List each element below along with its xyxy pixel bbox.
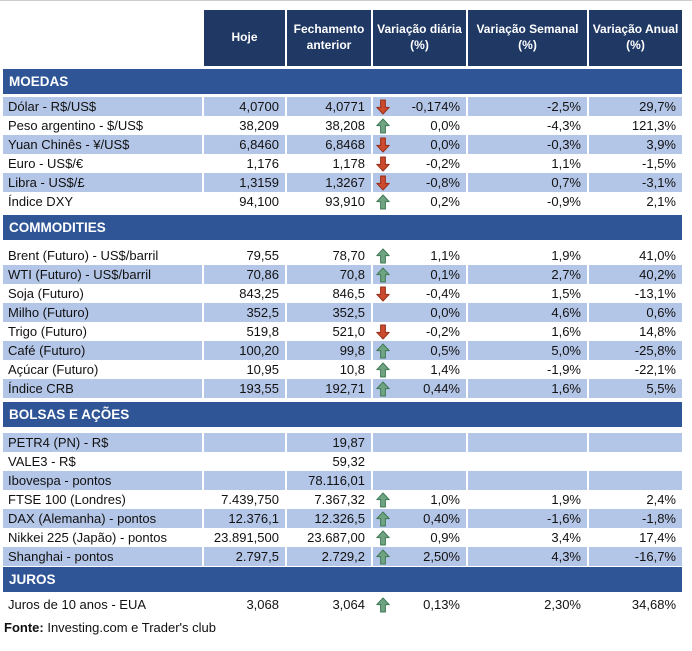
source-line <box>4 620 692 635</box>
cell-variacao-semanal: 1,9% <box>466 490 587 509</box>
variacao-diaria-value: -0,2% <box>426 156 460 171</box>
cell-variacao-semanal: 0,7% <box>466 173 587 192</box>
cell-variacao-anual: -1,5% <box>587 154 682 173</box>
cell-variacao-semanal: 2,30% <box>466 595 587 614</box>
table-row-shanghai-pontos <box>3 547 682 566</box>
down-arrow-icon <box>376 156 390 172</box>
variacao-diaria-value: 0,0% <box>430 137 460 152</box>
row-label: PETR4 (PN) - R$ <box>3 433 202 452</box>
variacao-diaria-value: 0,9% <box>430 530 460 545</box>
cell-variacao-anual: 121,3% <box>587 116 682 135</box>
cell-variacao-diaria <box>371 595 466 614</box>
cell-fechamento-anterior: 4,0771 <box>285 97 371 116</box>
cell-variacao-semanal: 1,1% <box>466 154 587 173</box>
cell-hoje: 10,95 <box>202 360 285 379</box>
up-arrow-icon <box>376 343 390 359</box>
cell-fechamento-anterior: 7.367,32 <box>285 490 371 509</box>
down-arrow-icon <box>376 175 390 191</box>
cell-variacao-semanal <box>466 471 587 490</box>
cell-hoje: 1,3159 <box>202 173 285 192</box>
table-row-juros-de-10-anos-eua <box>3 595 682 614</box>
cell-fechamento-anterior: 59,32 <box>285 452 371 471</box>
row-label: Índice DXY <box>8 194 74 209</box>
cell-variacao-semanal: -0,9% <box>466 192 587 211</box>
cell-fechamento-anterior: 19,87 <box>285 433 371 452</box>
cell-hoje: 843,25 <box>202 284 285 303</box>
row-label: DAX (Alemanha) - pontos <box>3 509 202 528</box>
cell-fechamento-anterior: 78.116,01 <box>285 471 371 490</box>
cell-variacao-semanal: 1,6% <box>466 379 587 398</box>
cell-variacao-semanal: 1,9% <box>466 246 587 265</box>
cell-fechamento-anterior: 6,8468 <box>285 135 371 154</box>
down-arrow-icon <box>376 324 390 340</box>
cell-variacao-anual: 40,2% <box>587 265 682 284</box>
cell-variacao-diaria <box>371 116 466 135</box>
cell-variacao-semanal: 2,7% <box>466 265 587 284</box>
cell-variacao-semanal: -2,5% <box>466 97 587 116</box>
header-spacer-cell <box>3 10 202 66</box>
up-arrow-icon <box>376 381 390 397</box>
up-arrow-icon <box>376 362 390 378</box>
cell-variacao-anual: 2,1% <box>587 192 682 211</box>
cell-variacao-diaria <box>371 192 466 211</box>
cell-variacao-anual: 3,9% <box>587 135 682 154</box>
cell-variacao-anual: -3,1% <box>587 173 682 192</box>
cell-variacao-anual: -13,1% <box>587 284 682 303</box>
cell-variacao-semanal: -1,6% <box>466 509 587 528</box>
cell-variacao-diaria <box>371 471 466 490</box>
cell-fechamento-anterior: 521,0 <box>285 322 371 341</box>
cell-hoje <box>202 433 285 452</box>
cell-fechamento-anterior: 2.729,2 <box>285 547 371 566</box>
table-body <box>3 69 682 614</box>
variacao-diaria-value: 1,1% <box>430 248 460 263</box>
row-label: Café (Futuro) <box>3 341 202 360</box>
cell-variacao-semanal: -4,3% <box>466 116 587 135</box>
cell-variacao-anual: 2,4% <box>587 490 682 509</box>
cell-variacao-semanal: 1,5% <box>466 284 587 303</box>
row-label: Dólar - R$/US$ <box>3 97 202 116</box>
up-arrow-icon <box>376 492 390 508</box>
table-row-peso-argentino-us <box>3 116 682 135</box>
row-label: Soja (Futuro) <box>8 286 84 301</box>
row-label: Ibovespa - pontos <box>3 471 202 490</box>
cell-variacao-anual: 17,4% <box>587 528 682 547</box>
table-row-i-ndice-crb <box>3 379 682 398</box>
table-row-wti-futuro-us-barril <box>3 265 682 284</box>
cell-fechamento-anterior: 12.326,5 <box>285 509 371 528</box>
down-arrow-icon <box>376 286 390 302</box>
source-text: Investing.com e Trader's club <box>43 620 217 635</box>
table-row-yuan-chine-s-us <box>3 135 682 154</box>
cell-variacao-diaria <box>371 490 466 509</box>
row-label: Shanghai - pontos <box>3 547 202 566</box>
cell-variacao-anual: 41,0% <box>587 246 682 265</box>
column-header-fechamento: Fechamento anterior <box>285 10 371 66</box>
cell-variacao-semanal: 4,6% <box>466 303 587 322</box>
up-arrow-icon <box>376 511 390 527</box>
row-label: VALE3 - R$ <box>8 454 76 469</box>
cell-variacao-semanal <box>466 452 587 471</box>
cell-variacao-diaria <box>371 528 466 547</box>
cell-hoje: 1,176 <box>202 154 285 173</box>
section-header-bolsas-e-ac-o-es: BOLSAS E AÇÕES <box>3 402 682 427</box>
cell-hoje: 2.797,5 <box>202 547 285 566</box>
variacao-diaria-value: 0,0% <box>430 305 460 320</box>
variacao-diaria-value: 0,1% <box>430 267 460 282</box>
down-arrow-icon <box>376 137 390 153</box>
cell-hoje: 519,8 <box>202 322 285 341</box>
cell-variacao-diaria <box>371 135 466 154</box>
cell-fechamento-anterior: 38,208 <box>285 116 371 135</box>
row-label: Índice CRB <box>3 379 202 398</box>
cell-variacao-diaria <box>371 433 466 452</box>
cell-variacao-diaria <box>371 173 466 192</box>
cell-fechamento-anterior: 192,71 <box>285 379 371 398</box>
cell-hoje <box>202 452 285 471</box>
cell-variacao-diaria <box>371 246 466 265</box>
column-header-variacao-semanal: Variação Semanal (%) <box>466 10 587 66</box>
cell-variacao-diaria <box>371 97 466 116</box>
cell-hoje <box>202 471 285 490</box>
cell-variacao-anual <box>587 471 682 490</box>
cell-fechamento-anterior: 352,5 <box>285 303 371 322</box>
cell-fechamento-anterior: 3,064 <box>285 595 371 614</box>
cell-hoje: 23.891,500 <box>202 528 285 547</box>
row-label: Juros de 10 anos - EUA <box>8 597 147 612</box>
column-header-variacao-diaria: Variação diária (%) <box>371 10 466 66</box>
cell-variacao-diaria <box>371 303 466 322</box>
cell-hoje: 79,55 <box>202 246 285 265</box>
cell-variacao-anual: 5,5% <box>587 379 682 398</box>
cell-variacao-diaria <box>371 379 466 398</box>
row-label: Brent (Futuro) - US$/barril <box>8 248 159 263</box>
section-header-commodities: COMMODITIES <box>3 215 682 240</box>
cell-variacao-diaria <box>371 154 466 173</box>
cell-hoje: 3,068 <box>202 595 285 614</box>
table-row-ibovespa-pontos <box>3 471 682 490</box>
section-header-moedas: MOEDAS <box>3 69 682 94</box>
cell-variacao-semanal: 3,4% <box>466 528 587 547</box>
row-label: Peso argentino - $/US$ <box>8 118 144 133</box>
row-label: Nikkei 225 (Japão) - pontos <box>8 530 167 545</box>
cell-hoje: 100,20 <box>202 341 285 360</box>
table-row-dax-alemanha-pontos <box>3 509 682 528</box>
up-arrow-icon <box>376 597 390 613</box>
table-row-libra-us <box>3 173 682 192</box>
variacao-diaria-value: -0,2% <box>426 324 460 339</box>
cell-variacao-anual: -22,1% <box>587 360 682 379</box>
table-row-brent-futuro-us-barril <box>3 246 682 265</box>
table-row-cafe-futuro <box>3 341 682 360</box>
cell-variacao-anual: -16,7% <box>587 547 682 566</box>
up-arrow-icon <box>376 549 390 565</box>
cell-variacao-diaria <box>371 284 466 303</box>
row-label: Euro - US$/€ <box>8 156 84 171</box>
variacao-diaria-value: 0,0% <box>430 118 460 133</box>
cell-fechamento-anterior: 99,8 <box>285 341 371 360</box>
cell-variacao-anual: 34,68% <box>587 595 682 614</box>
table-row-soja-futuro <box>3 284 682 303</box>
cell-fechamento-anterior: 70,8 <box>285 265 371 284</box>
cell-hoje: 4,0700 <box>202 97 285 116</box>
cell-variacao-diaria <box>371 452 466 471</box>
source-label: Fonte: <box>4 620 44 635</box>
cell-variacao-diaria <box>371 360 466 379</box>
up-arrow-icon <box>376 530 390 546</box>
cell-variacao-semanal: 1,6% <box>466 322 587 341</box>
down-arrow-icon <box>376 99 390 115</box>
cell-variacao-diaria <box>371 341 466 360</box>
cell-variacao-semanal: -0,3% <box>466 135 587 154</box>
up-arrow-icon <box>376 194 390 210</box>
cell-variacao-anual: -1,8% <box>587 509 682 528</box>
cell-variacao-anual: 0,6% <box>587 303 682 322</box>
table-row-ftse-100-londres <box>3 490 682 509</box>
row-label: Yuan Chinês - ¥/US$ <box>3 135 202 154</box>
variacao-diaria-value: 1,0% <box>430 492 460 507</box>
row-label: Milho (Futuro) <box>3 303 202 322</box>
variacao-diaria-value: 0,40% <box>423 511 460 526</box>
row-label: FTSE 100 (Londres) <box>8 492 126 507</box>
cell-fechamento-anterior: 10,8 <box>285 360 371 379</box>
column-header-row <box>3 10 682 66</box>
cell-variacao-anual: 14,8% <box>587 322 682 341</box>
section-header-juros: JUROS <box>3 567 682 592</box>
up-arrow-icon <box>376 118 390 134</box>
cell-variacao-diaria <box>371 322 466 341</box>
up-arrow-icon <box>376 248 390 264</box>
up-arrow-icon <box>376 267 390 283</box>
row-label: WTI (Futuro) - US$/barril <box>3 265 202 284</box>
cell-variacao-semanal <box>466 433 587 452</box>
table-row-petr4-pn-r <box>3 433 682 452</box>
table-row-do-lar-r-us <box>3 97 682 116</box>
variacao-diaria-value: 1,4% <box>430 362 460 377</box>
cell-hoje: 6,8460 <box>202 135 285 154</box>
table-row-nikkei-225-japa-o-pontos <box>3 528 682 547</box>
cell-fechamento-anterior: 1,3267 <box>285 173 371 192</box>
cell-fechamento-anterior: 78,70 <box>285 246 371 265</box>
variacao-diaria-value: 0,13% <box>423 597 460 612</box>
table-row-i-ndice-dxy <box>3 192 682 211</box>
table-row-vale3-r <box>3 452 682 471</box>
row-label: Trigo (Futuro) <box>8 324 87 339</box>
cell-fechamento-anterior: 846,5 <box>285 284 371 303</box>
cell-variacao-anual: -25,8% <box>587 341 682 360</box>
row-label: Libra - US$/£ <box>3 173 202 192</box>
cell-hoje: 12.376,1 <box>202 509 285 528</box>
cell-variacao-semanal: -1,9% <box>466 360 587 379</box>
financial-table <box>3 10 682 614</box>
table-row-trigo-futuro <box>3 322 682 341</box>
variacao-diaria-value: -0,8% <box>426 175 460 190</box>
cell-hoje: 7.439,750 <box>202 490 285 509</box>
table-row-ac-u-car-futuro <box>3 360 682 379</box>
cell-hoje: 38,209 <box>202 116 285 135</box>
row-label: Açúcar (Futuro) <box>8 362 99 377</box>
variacao-diaria-value: 2,50% <box>423 549 460 564</box>
cell-fechamento-anterior: 93,910 <box>285 192 371 211</box>
table-row-euro-us <box>3 154 682 173</box>
cell-hoje: 193,55 <box>202 379 285 398</box>
cell-fechamento-anterior: 1,178 <box>285 154 371 173</box>
cell-variacao-anual <box>587 433 682 452</box>
cell-variacao-anual: 29,7% <box>587 97 682 116</box>
cell-variacao-diaria <box>371 547 466 566</box>
cell-hoje: 94,100 <box>202 192 285 211</box>
cell-fechamento-anterior: 23.687,00 <box>285 528 371 547</box>
variacao-diaria-value: 0,44% <box>423 381 460 396</box>
cell-variacao-anual <box>587 452 682 471</box>
cell-variacao-diaria <box>371 265 466 284</box>
cell-variacao-semanal: 5,0% <box>466 341 587 360</box>
variacao-diaria-value: -0,4% <box>426 286 460 301</box>
variacao-diaria-value: 0,2% <box>430 194 460 209</box>
table-row-milho-futuro <box>3 303 682 322</box>
variacao-diaria-value: 0,5% <box>430 343 460 358</box>
cell-hoje: 352,5 <box>202 303 285 322</box>
column-header-hoje: Hoje <box>202 10 285 66</box>
variacao-diaria-value: -0,174% <box>411 99 460 114</box>
cell-hoje: 70,86 <box>202 265 285 284</box>
cell-variacao-diaria <box>371 509 466 528</box>
cell-variacao-semanal: 4,3% <box>466 547 587 566</box>
column-header-variacao-anual: Variação Anual (%) <box>587 10 682 66</box>
